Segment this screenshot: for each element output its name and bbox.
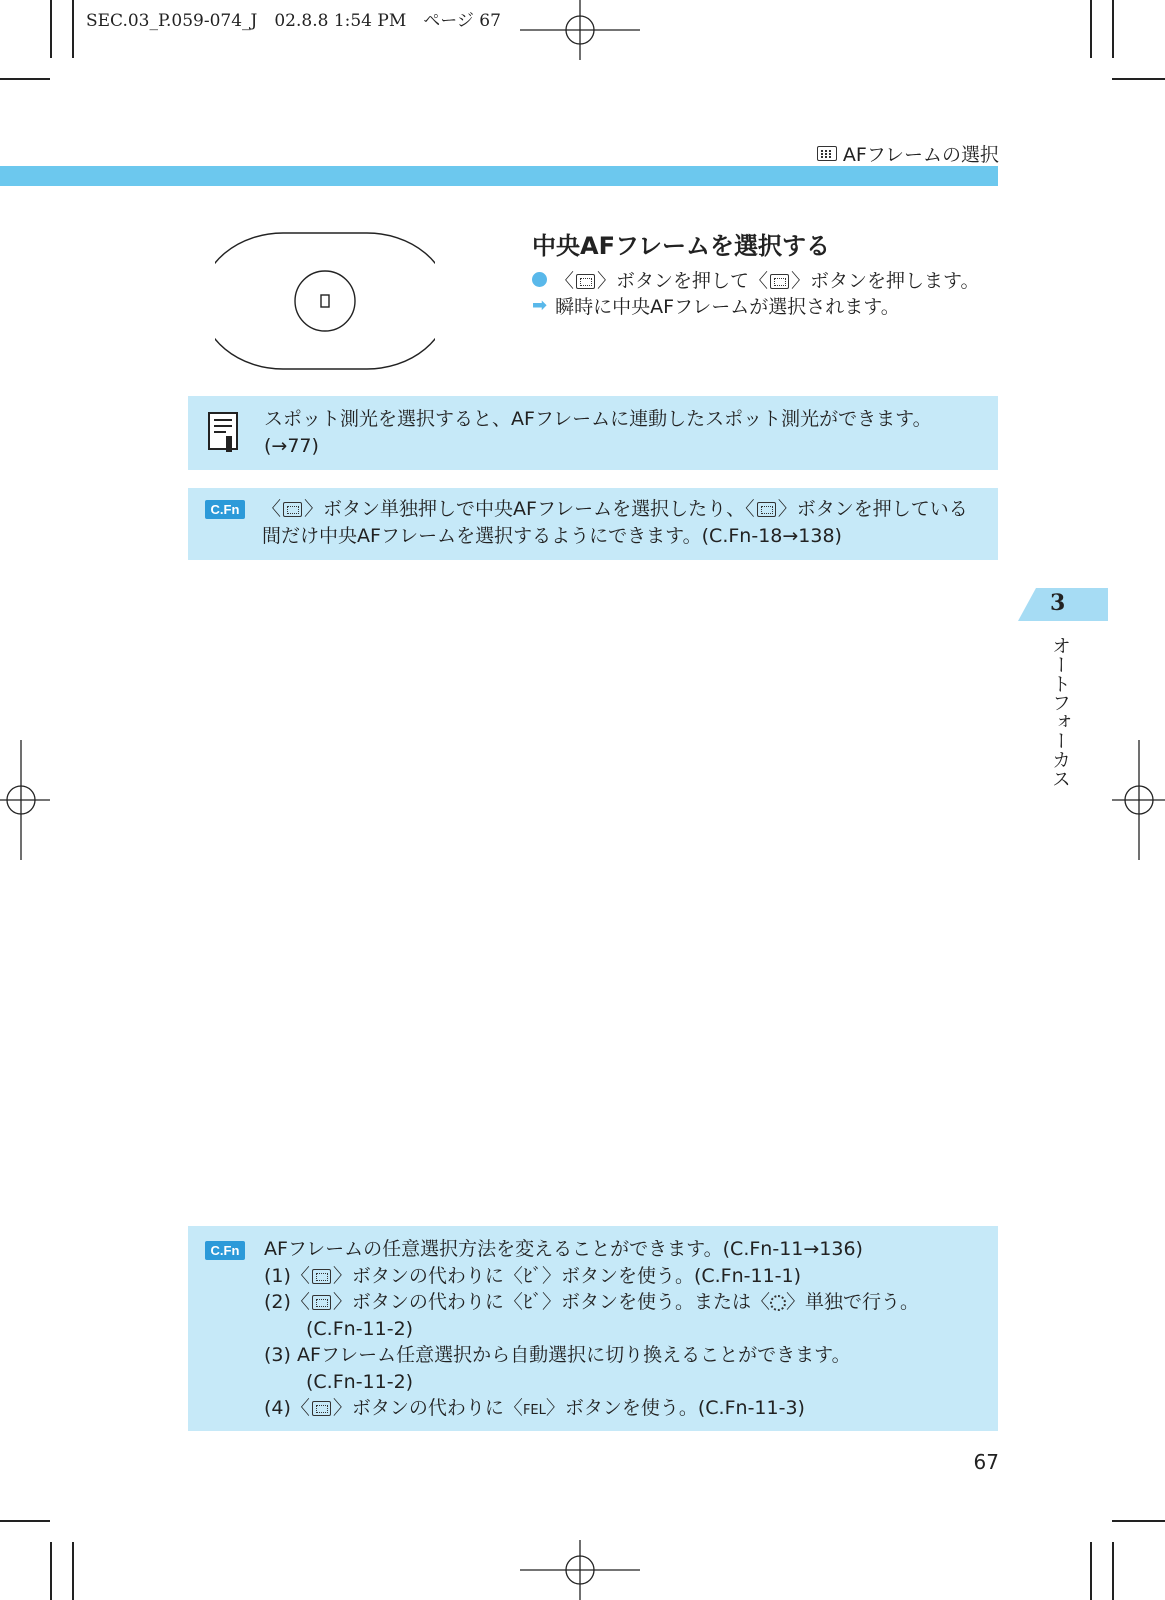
header-title: AFフレームの選択 (842, 144, 999, 166)
cfn-item-ref: (C.Fn-11-2) (306, 1317, 414, 1340)
page-number: 67 (973, 1450, 999, 1474)
crop-mark (1112, 1542, 1114, 1600)
cfn-badge: C.Fn (205, 1241, 245, 1260)
cfn-badge: C.Fn (205, 500, 245, 519)
af-frame-icon (817, 146, 837, 161)
cfn-intro: AFフレームの任意選択方法を変えることができます。(C.Fn-11→136) (264, 1238, 863, 1260)
cfn-item: (4)〈 〉ボタンの代わりに〈FEL〉ボタンを使う。(C.Fn-11-3) (264, 1397, 805, 1419)
chapter-label: オートフォーカス (1049, 636, 1071, 788)
af-frame-select-button-icon (312, 1295, 331, 1310)
exposure-comp-button-icon: ﾋﾞ (522, 1291, 542, 1313)
memo-icon (208, 412, 240, 452)
af-frame-select-button-icon (312, 1269, 331, 1284)
crop-mark (50, 1542, 52, 1600)
fel-button-icon: FEL (522, 1403, 546, 1418)
crop-mark (1090, 0, 1092, 58)
af-frame-select-button-icon (312, 1401, 331, 1416)
chapter-number: 3 (1050, 590, 1066, 616)
crop-mark (72, 0, 74, 58)
assist-button-icon (770, 274, 789, 289)
crop-mark (0, 78, 50, 80)
header-band (0, 166, 998, 186)
af-frame-select-button-icon (576, 274, 595, 289)
crop-mark (72, 1542, 74, 1600)
result-line: ➡ 瞬時に中央AFフレームが選択されます。 (532, 295, 900, 318)
crop-mark (1112, 0, 1114, 58)
registration-mark-icon (520, 1540, 640, 1600)
crop-mark (0, 1520, 50, 1522)
cfn-item: (1)〈 〉ボタンの代わりに〈ﾋﾞ〉ボタンを使う。(C.Fn-11-1) (264, 1264, 802, 1287)
crop-mark (1112, 1520, 1165, 1522)
step-bullet-icon (532, 272, 547, 287)
step-line: 〈 〉ボタンを押して〈 〉ボタンを押します。 (532, 266, 980, 293)
assist-button-icon (283, 502, 302, 517)
crop-mark (1112, 78, 1165, 80)
cfn-item: (2)〈 〉ボタンの代わりに〈ﾋﾞ〉ボタンを使う。または〈 〉単独で行う。 (264, 1291, 919, 1313)
crop-mark (50, 0, 52, 58)
cfn-text: 〈 〉ボタン単独押しで中央AFフレームを選択したり、〈 〉ボタンを押している 間だけ中央AFフレームを選択するようにできます。(C.Fn-18→138) (262, 498, 968, 547)
crop-mark (1090, 1542, 1092, 1600)
print-slug: SEC.03_P.059-074_J 02.8.8 1:54 PM ページ 67 (86, 11, 501, 31)
registration-mark-icon (1112, 740, 1165, 860)
cfn-item-ref: (C.Fn-11-2) (306, 1370, 414, 1393)
quick-control-dial-icon (770, 1295, 786, 1311)
section-title: 中央AFフレームを選択する (532, 232, 831, 260)
exposure-comp-button-icon: ﾋﾞ (522, 1264, 542, 1287)
running-header (817, 140, 999, 167)
result-arrow-icon: ➡ (532, 295, 548, 316)
viewfinder-diagram (215, 230, 435, 372)
registration-mark-icon (520, 0, 640, 60)
registration-mark-icon (0, 740, 50, 860)
note-text: スポット測光を選択すると、AFフレームに連動したスポット測光ができます。 (→77) (264, 408, 932, 457)
cfn-list (264, 1236, 919, 1425)
assist-button-icon (757, 502, 776, 517)
cfn-item: (3) AFフレーム任意選択から自動選択に切り換えることができます。 (264, 1344, 851, 1366)
